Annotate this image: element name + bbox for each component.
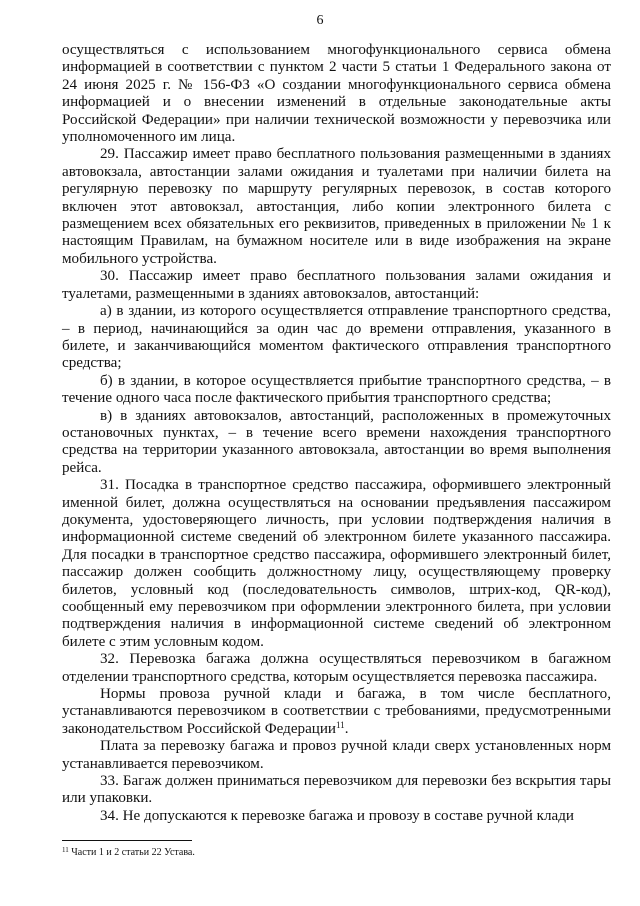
paragraph-32: 32. Перевозка багажа должна осуществляться перевозчиком в багажном отделении транспортного средства, которым осуществляется перевозка пассажира. <box>62 651 611 685</box>
footnote <box>62 846 611 859</box>
paragraph-30-b: б) в здании, в которое осуществляется прибытие транспортного средства, – в течение одного часа после фактического прибытия транспортного средства; <box>62 372 611 407</box>
page-number: 6 <box>316 13 324 28</box>
paragraph-32-fee: Плата за перевозку багажа и провоз ручной клади сверх установленных норм устанавливается перевозчиком. <box>62 738 611 772</box>
footnote-reference: 11 <box>336 719 345 730</box>
paragraph-32-norms <box>62 686 611 738</box>
paragraph-32-norms-end: . <box>344 720 349 737</box>
paragraph-30-a: а) в здании, из которого осуществляется отправление транспортного средства, – в период, начинающийся за один час до времени отправления, указанного в билете, и заканчивающийся моментом фактического отправления транспортного средства; <box>62 303 611 372</box>
paragraph-33: 33. Багаж должен приниматься перевозчиком для перевозки без вскрытия тары или упаковки. <box>62 773 611 807</box>
footnote-text: Части 1 и 2 статьи 22 Устава. <box>71 847 195 858</box>
paragraph-30: 30. Пассажир имеет право бесплатного пользования залами ожидания и туалетами, размещенными в зданиях автовокзалов, автостанций: <box>62 268 611 302</box>
footnote-divider <box>62 840 192 841</box>
paragraph-32-norms-text: Нормы провоза ручной клади и багажа, в том числе бесплатного, устанавливаются перевозчиком в соответствии с требованиями, предусмотренными законодательством Российской Федерации <box>62 686 611 737</box>
paragraph-29: 29. Пассажир имеет право бесплатного пользования размещенными в зданиях автовокзала, автостанции залами ожидания и туалетами при наличии билета на регулярную перевозку по маршруту регулярных перевозок, в состав которого включен этот автовокзал, автостанция, либо копии электронного билета с размещением всех обязательных его реквизитов, приведенных в приложении № 1 к настоящим Правилам, на бумажном носителе или в виде изображения на экране мобильного устройства. <box>62 146 611 267</box>
paragraph-31: 31. Посадка в транспортное средство пассажира, оформившего электронный именной билет, должна осуществляться на основании предъявления пассажиром документа, удостоверяющего личность, при условии подтверждения наличия в информационной системе сведений об электронном билете указанного пассажира. Для посадки в транспортное средство пассажира, оформившего электронный билет, пассажир должен сообщить должностному лицу, осуществляющему проверку билетов, условный код (последовательность символов, штрих-код, QR-код), сообщенный ему перевозчиком при оформлении электронного билета, при условии подтверждения наличия в информационной системе сведений об электронном билете с этим условным кодом. <box>62 477 611 650</box>
paragraph-34: 34. Не допускаются к перевозке багажа и провозу в составе ручной клади <box>100 807 574 824</box>
footnote-marker: 11 <box>62 846 69 854</box>
paragraph-30-c: в) в зданиях автовокзалов, автостанций, расположенных в промежуточных остановочных пунктах, – в течение всего времени нахождения транспортного средства на территории указанного автовокзала, автостанции во время выполнения рейса. <box>62 407 611 476</box>
paragraph-continuation: осуществляться с использованием многофункционального сервиса обмена информацией в соответствии с пунктом 2 части 5 статьи 1 Федерального закона от 24 июня 2025 г. № 156-ФЗ «О создании многофункционального сервиса обмена информацией и о внесении изменений в отдельные законодательные акты Российской Федерации» при наличии технической возможности у перевозчика или уполномоченного им лица. <box>62 42 611 146</box>
body-text <box>62 42 611 825</box>
